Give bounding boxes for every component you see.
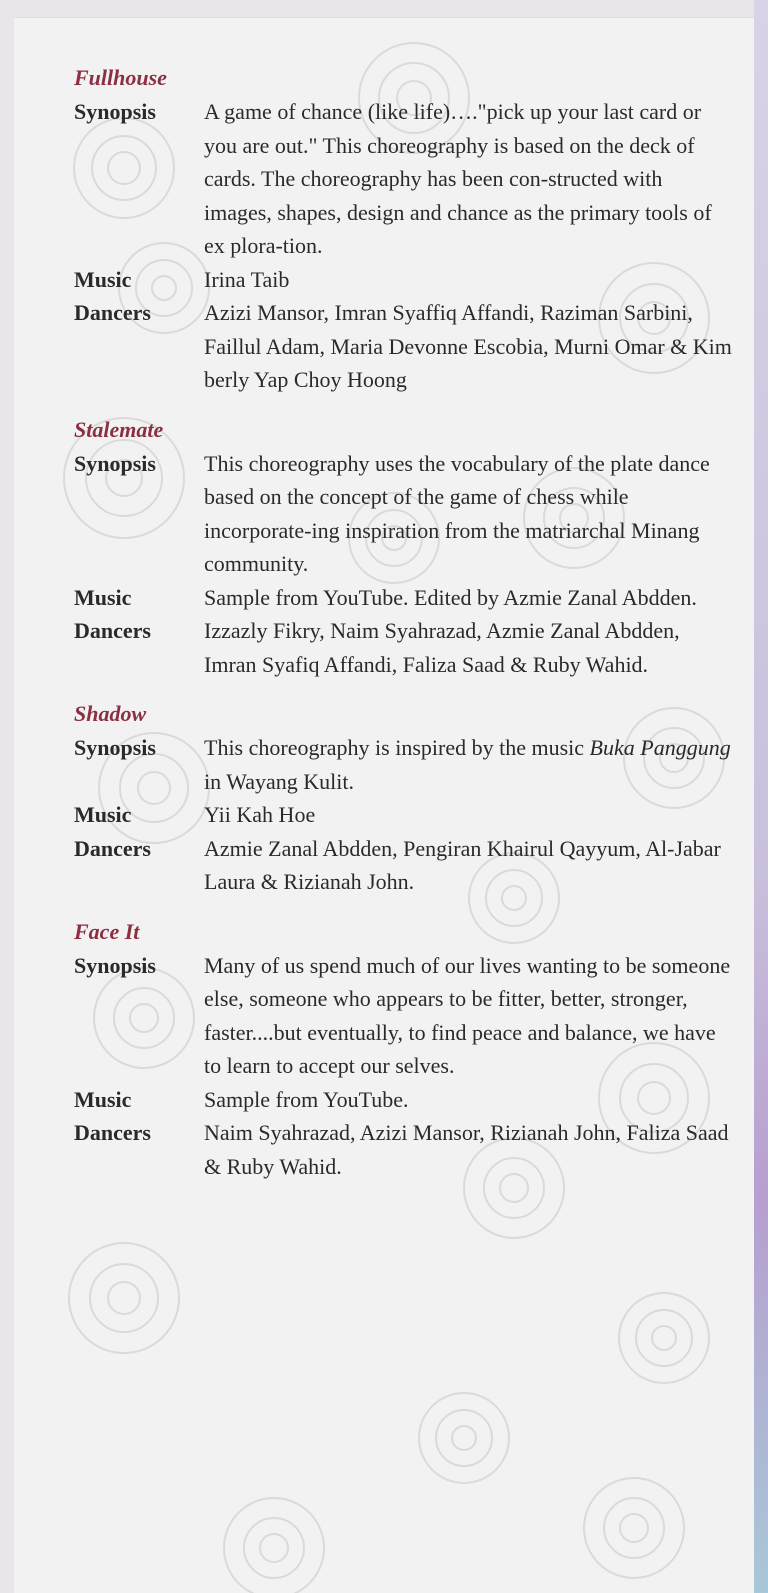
synopsis-label: Synopsis: [74, 952, 156, 978]
music-label: Music: [74, 584, 132, 610]
music-text: Sample from YouTube. Edited by Azmie Zanal Abdden.: [204, 584, 697, 610]
synopsis-label: Synopsis: [74, 735, 156, 760]
dancers-label: Dancers: [74, 300, 151, 325]
synopsis-row: [74, 731, 734, 798]
synopsis-label: Synopsis: [74, 450, 156, 476]
piece-title: Fullhouse: [74, 65, 167, 90]
synopsis-row: [74, 447, 734, 581]
dancers-text: Azizi Mansor, Imran Syaffiq Affandi, Raziman Sarbini, Faillul Adam, Maria Devonne Escobia, Murni Omar & Kim berly Yap Choy Hoong: [204, 300, 732, 392]
synopsis-row: [74, 949, 734, 1083]
music-row: [74, 798, 734, 832]
dancers-row: [74, 296, 734, 397]
piece-stalemate: [74, 415, 734, 682]
piece-title: Stalemate: [74, 416, 164, 442]
dancers-label: Dancers: [74, 835, 151, 861]
music-row: [74, 1083, 734, 1117]
program-page: [14, 18, 754, 1593]
synopsis-text: Many of us spend much of our lives wanting to be someone else, someone who appears to be fitter, better, stronger, faster....but eventually, to find peace and balance, we have to learn to accept our selves.: [204, 952, 731, 1078]
synopsis-text: A game of chance (like life)…."pick up your last card or you are out." This choreography is based on the deck of cards. The choreography has been con-structed with images, shapes, design and chance as the primary tools of ex plora-tion.: [204, 99, 712, 258]
synopsis-text-start: This choreography is inspired by the music: [204, 735, 590, 760]
piece-title: Face It: [74, 918, 140, 944]
dancers-row: [74, 1116, 734, 1183]
piece-face-it: [74, 917, 734, 1184]
music-text: Irina Taib: [204, 266, 290, 292]
music-label: Music: [74, 1086, 132, 1112]
synopsis-text: [204, 731, 734, 798]
music-label: Music: [74, 802, 132, 827]
program-content: [74, 63, 734, 1201]
dancers-label: Dancers: [74, 1120, 151, 1145]
piece-title: Shadow: [74, 701, 147, 726]
piece-fullhouse: [74, 63, 734, 397]
dancers-label: Dancers: [74, 618, 151, 643]
music-row: [74, 581, 734, 615]
synopsis-row: [74, 95, 734, 263]
dancers-row: [74, 614, 734, 681]
music-text: Sample from YouTube.: [204, 1086, 409, 1112]
music-text: Yii Kah Hoe: [204, 802, 316, 827]
dancers-text: Azmie Zanal Abdden, Pengiran Khairul Qayyum, Al-Jabar Laura & Rizianah John.: [204, 835, 721, 894]
brochure-edge-strip: [754, 0, 768, 1593]
synopsis-music-title: Buka Panggung: [589, 735, 731, 760]
music-label: Music: [74, 266, 132, 292]
synopsis-text: This choreography uses the vocabulary of the plate dance based on the concept of the game of chess while incorporate-ing inspiration from the matriarchal Minang community.: [204, 450, 710, 576]
dancers-text: Izzazly Fikry, Naim Syahrazad, Azmie Zanal Abdden, Imran Syafiq Affandi, Faliza Saad & Ruby Wahid.: [204, 618, 680, 677]
synopsis-label: Synopsis: [74, 99, 156, 124]
dancers-text: Naim Syahrazad, Azizi Mansor, Rizianah John, Faliza Saad & Ruby Wahid.: [204, 1120, 729, 1179]
music-row: [74, 263, 734, 297]
dancers-row: [74, 832, 734, 899]
piece-shadow: [74, 699, 734, 899]
synopsis-text-end: in Wayang Kulit.: [204, 768, 354, 794]
